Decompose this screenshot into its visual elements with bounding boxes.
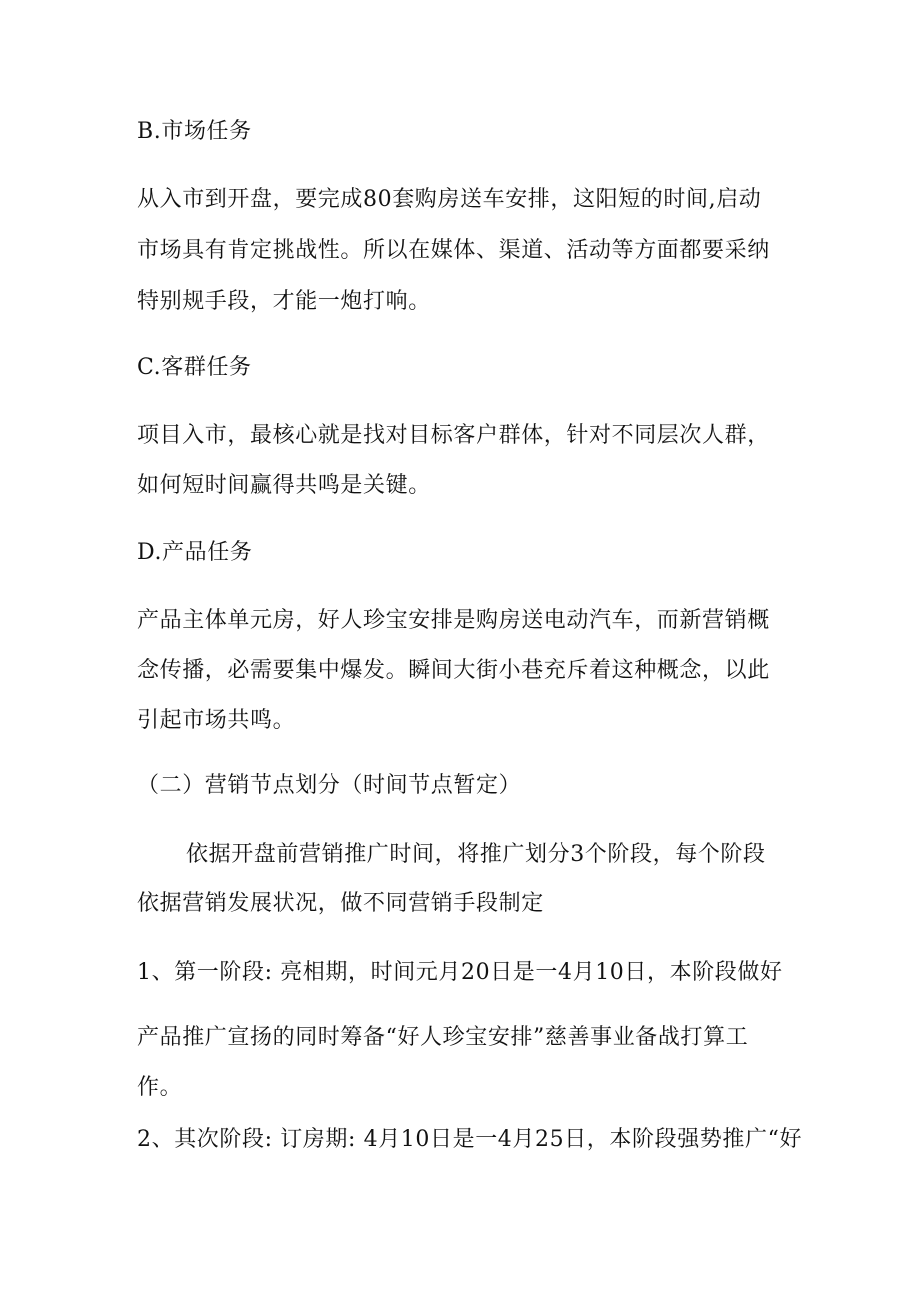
section-d-line-2: 念传播，必需要集中爆发。瞬间大街小巷充斥着这种概念，以此 xyxy=(137,658,770,683)
stage-1-line-3: 作。 xyxy=(137,1075,183,1100)
section-b-heading: B.市场任务 xyxy=(137,119,252,144)
section-2-intro-line-2: 依据营销发展状况，做不同营销手段制定 xyxy=(137,891,544,916)
section-d-line-1: 产品主体单元房，好人珍宝安排是购房送电动汽车，而新营销概 xyxy=(137,608,770,633)
section-d-line-3: 引起市场共鸣。 xyxy=(137,708,296,733)
section-b-line-2: 市场具有肯定挑战性。所以在媒体、渠道、活动等方面都要采纳 xyxy=(137,238,770,263)
section-c-line-2: 如何短时间赢得共鸣是关键。 xyxy=(137,473,431,498)
section-b-line-1: 从入市到开盘，要完成80套购房送车安排，这阳短的时间,启动 xyxy=(137,187,762,212)
section-d-heading: D.产品任务 xyxy=(137,540,253,565)
stage-1-line-2: 产品推广宣扬的同时筹备“好人珍宝安排”慈善事业备战打算工 xyxy=(137,1025,749,1050)
section-b-line-3: 特别规手段，才能一炮打响。 xyxy=(137,289,431,314)
section-2-heading: （二）营销节点划分（时间节点暂定） xyxy=(137,773,522,798)
section-c-heading: C.客群任务 xyxy=(137,355,252,380)
stage-2-line-1: 2、其次阶段: 订房期: 4月10日是一4月25日，本阶段强势推广“好 xyxy=(137,1127,803,1152)
stage-1-line-1: 1、第一阶段: 亮相期，时间元月20日是一4月10日，本阶段做好 xyxy=(137,960,783,985)
section-c-line-1: 项目入市，最核心就是找对目标客户群体，针对不同层次人群， xyxy=(137,423,770,448)
section-2-intro-line-1: 依据开盘前营销推广时间，将推广划分3个阶段，每个阶段 xyxy=(186,842,766,867)
